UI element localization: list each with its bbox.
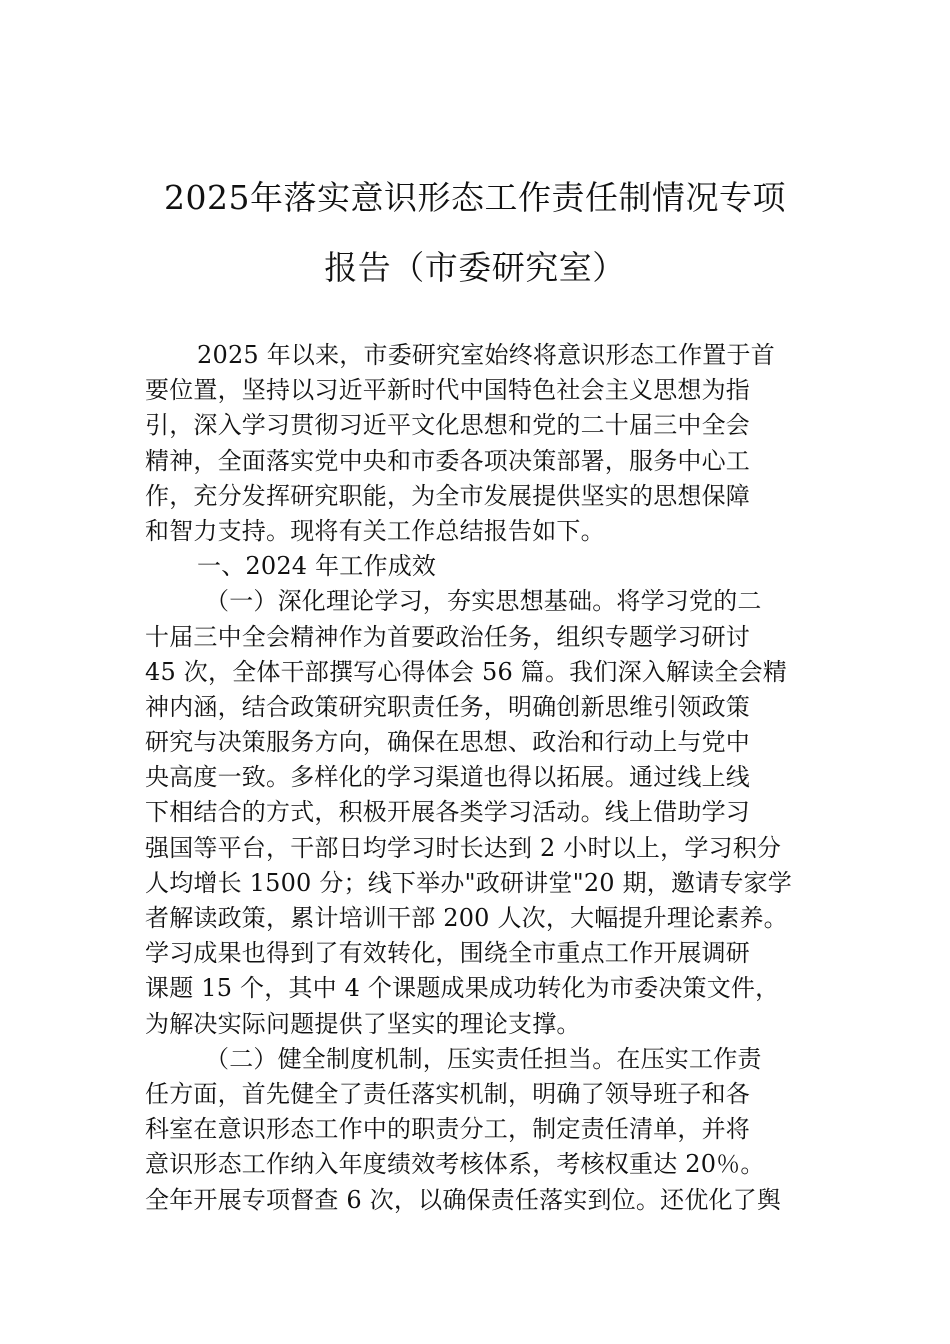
- paragraph-line: 央高度一致。多样化的学习渠道也得以拓展。通过线上线: [145, 763, 750, 792]
- subsection-heading-line: （二）健全制度机制，压实责任担当。在压实工作责: [205, 1044, 762, 1073]
- document-title-line-2: 报告（市委研究室）: [324, 248, 626, 287]
- paragraph-line: 要位置，坚持以习近平新时代中国特色社会主义思想为指: [145, 376, 750, 405]
- paragraph-line: 研究与决策服务方向，确保在思想、政治和行动上与党中: [145, 728, 750, 757]
- paragraph-line: 引，深入学习贯彻习近平文化思想和党的二十届三中全会: [145, 411, 750, 440]
- paragraph-line: 全年开展专项督查 6 次，以确保责任落实到位。还优化了舆: [145, 1185, 782, 1214]
- paragraph-line: 2025 年以来，市委研究室始终将意识形态工作置于首: [197, 341, 775, 369]
- paragraph-line: 意识形态工作纳入年度绩效考核体系，考核权重达 20％。: [145, 1150, 765, 1179]
- paragraph-line: 任方面，首先健全了责任落实机制，明确了领导班子和各: [145, 1079, 750, 1108]
- paragraph-line: 精神，全面落实党中央和市委各项决策部署，服务中心工: [145, 446, 750, 475]
- paragraph-line: 科室在意识形态工作中的职责分工，制定责任清单，并将: [145, 1115, 750, 1144]
- section-heading: 一、2024 年工作成效: [197, 552, 437, 581]
- paragraph-line: 十届三中全会精神作为首要政治任务，组织专题学习研讨: [145, 622, 750, 651]
- paragraph-line: 作，充分发挥研究职能，为全市发展提供坚实的思想保障: [145, 481, 750, 510]
- paragraph-line: 人均增长 1500 分；线下举办"政研讲堂"20 期，邀请专家学: [145, 868, 792, 897]
- paragraph-line: 45 次，全体干部撰写心得体会 56 篇。我们深入解读全会精: [145, 657, 787, 686]
- paragraph-line: 者解读政策，累计培训干部 200 人次，大幅提升理论素养。: [145, 904, 788, 932]
- paragraph-line: 下相结合的方式，积极开展各类学习活动。线上借助学习: [145, 798, 750, 827]
- subsection-heading-line: （一）深化理论学习，夯实思想基础。将学习党的二: [205, 587, 762, 616]
- document-body: [145, 338, 807, 1218]
- paragraph-line: 强国等平台，干部日均学习时长达到 2 小时以上，学习积分: [145, 833, 782, 862]
- paragraph-line: 学习成果也得到了有效转化，围绕全市重点工作开展调研: [145, 939, 750, 968]
- paragraph-line: 神内涵，结合政策研究职责任务，明确创新思维引领政策: [145, 692, 750, 721]
- paragraph-line: 课题 15 个，其中 4 个课题成果成功转化为市委决策文件，: [145, 974, 780, 1003]
- paragraph-line: 为解决实际问题提供了坚实的理论支撑。: [145, 1009, 581, 1038]
- paragraph-line: 和智力支持。现将有关工作总结报告如下。: [145, 516, 605, 545]
- document-title-line-1: 2025年落实意识形态工作责任制情况专项: [164, 178, 786, 217]
